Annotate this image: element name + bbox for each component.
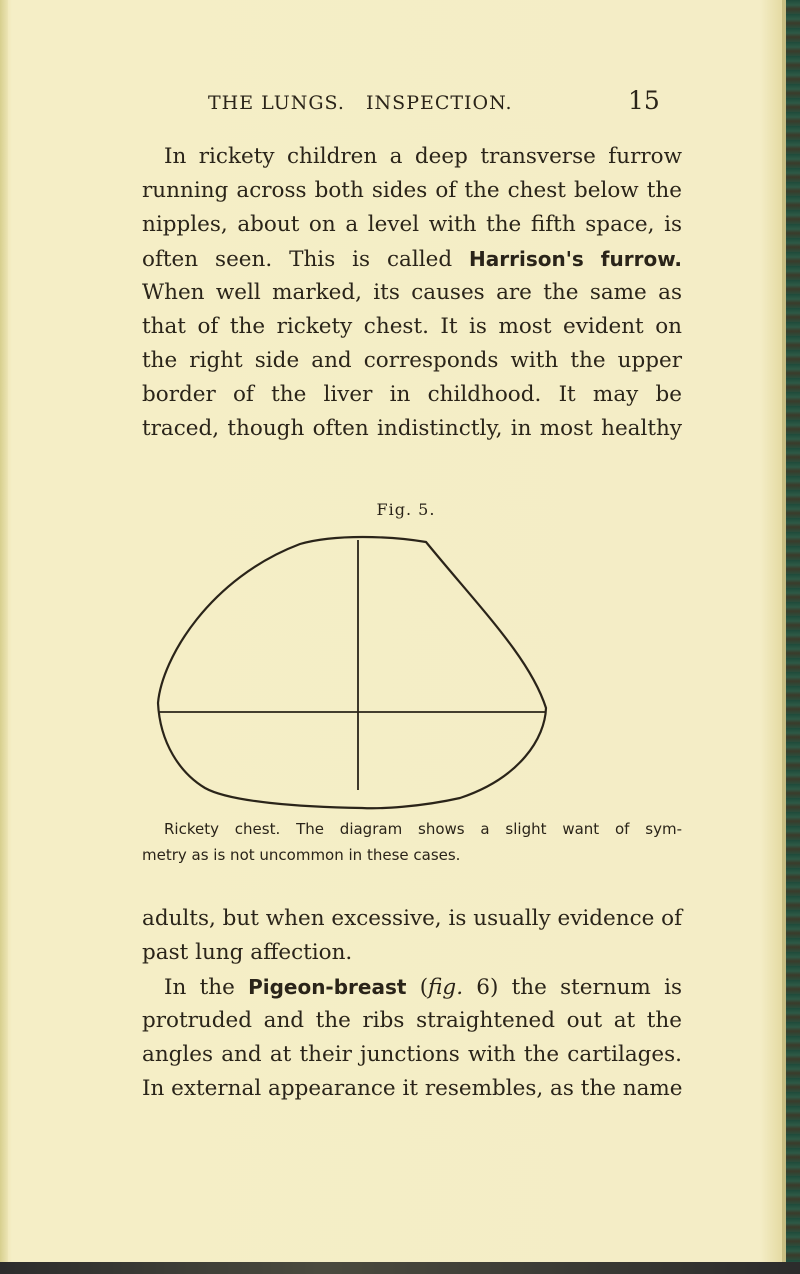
figure-label: Fig. 5. — [376, 500, 436, 519]
text-line: protruded and the ribs straightened out at the — [142, 1008, 682, 1033]
text-segment: 6) — [476, 975, 499, 1000]
paragraph-adults — [142, 902, 682, 970]
caption-line: Rickety chest. The diagram shows a slight want of sym- — [164, 820, 682, 838]
rickety-chest-diagram — [150, 528, 580, 818]
running-head-title: THE LUNGS. INSPECTION. — [208, 92, 513, 114]
page-number: 15 — [628, 86, 660, 115]
running-head — [208, 86, 660, 122]
figure-caption — [142, 816, 682, 868]
term-pigeon-breast: Pigeon-breast — [248, 975, 407, 999]
text-line: past lung affection. — [142, 940, 353, 965]
paragraph-pigeon-breast — [142, 970, 682, 1106]
text-line: the right side and corresponds with the upper — [142, 348, 682, 373]
page-bottom-shadow — [0, 1262, 800, 1274]
text-line: adults, but when excessive, is usually evidence of — [142, 906, 683, 931]
text-segment: In the — [164, 975, 235, 1000]
figure-reference: fig. — [428, 975, 464, 1000]
text-line: angles and at their junctions with the cartilages. — [142, 1042, 682, 1067]
text-line: that of the rickety chest. It is most evident on — [142, 314, 682, 339]
paragraph-harrisons-furrow — [142, 140, 682, 446]
text-line: running across both sides of the chest below the — [142, 178, 682, 203]
term-harrisons-furrow: Harrison's furrow. — [469, 247, 683, 271]
text-segment: ( — [419, 975, 429, 1000]
text-line: When well marked, its causes are the same as — [142, 280, 682, 305]
chest-outline — [158, 537, 546, 808]
book-binding — [786, 0, 800, 1274]
text-segment: often seen. This is called — [142, 247, 453, 272]
text-line: In external appearance it resembles, as the name — [142, 1076, 683, 1101]
text-segment: the sternum is — [511, 975, 682, 1000]
caption-line: metry as is not uncommon in these cases. — [142, 846, 461, 864]
text-line: traced, though often indistinctly, in most healthy — [142, 416, 682, 441]
text-line — [142, 242, 682, 276]
text-line: nipples, about on a level with the fifth space, is — [142, 212, 682, 237]
text-line: border of the liver in childhood. It may be — [142, 382, 682, 407]
text-line: In rickety children a deep transverse furrow — [164, 144, 682, 169]
page-left-edge — [0, 0, 8, 1274]
text-line — [142, 970, 682, 1004]
